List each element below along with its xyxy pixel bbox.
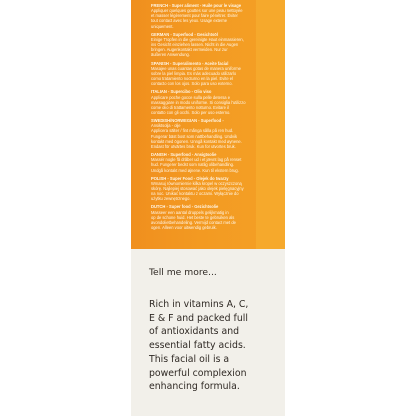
language-text-line: kontakt med ögonen. Unngå kontakt med øynene. — [151, 138, 242, 144]
language-text-line: skórę. Najlepiej stosować jako olejek pielęgnacyjny — [151, 186, 244, 191]
language-text-line: como tratamiento nocturno en la piel. Evite el — [151, 76, 233, 82]
language-text-line: użytku zewnętrznego. — [151, 196, 191, 202]
language-block — [151, 89, 273, 115]
language-text-line: come olio di trattamento notturno. Evitare il — [151, 104, 229, 110]
language-text-line: op de schone huid. Het beste te gebruiken als — [151, 214, 235, 220]
language-block — [151, 152, 273, 173]
language-text-line: sobre la piel limpia. Es más adecuado utilizarlo — [151, 70, 237, 76]
description-line: powerful complexion — [149, 367, 247, 379]
language-text-line: hud. Fungerer bedst som natlig olibehandling. — [151, 162, 235, 168]
language-block — [151, 118, 273, 149]
language-title: GERMAN - Superfood - Gesichtsöl — [151, 31, 218, 37]
language-text-line: Endast för utvärtes bruk. Kun for utvortes bruk. — [151, 143, 236, 149]
description-line: essential fatty acids. — [149, 340, 246, 352]
language-title: DANISH - Superfood - Ansigtsolie — [151, 152, 217, 158]
language-text-line: Undgå kontakt med øjnene. Kun til ekstern brug. — [151, 167, 239, 173]
language-title: FRENCH - Super aliment - Huile pour le visage — [151, 3, 242, 8]
language-block — [151, 61, 273, 87]
language-title: SPANISH - Superalimento - Aceite facial — [151, 60, 229, 66]
language-instructions-list — [151, 3, 273, 233]
language-title: POLISH - Super Food - Olejek do twarzy — [151, 175, 229, 181]
language-text-line: ogen. Alleen voor uitwendig gebruik. — [151, 225, 217, 231]
orange-translation-panel — [131, 0, 285, 249]
description-line: of antioxidants and — [149, 326, 240, 338]
language-text-line: na noc. Unikać kontaktu z oczami. Wyłącznie do — [151, 191, 239, 197]
language-text-line: Einige Tropfen in die gereinigte Haut einmassieren, — [151, 36, 244, 42]
language-text-line: äußeren Anwendung. — [151, 52, 190, 58]
language-text-line: et masser légèrement pour faire pénétrer. Éviter — [151, 13, 238, 19]
language-title: ITALIAN - Supercibo - Olio viso — [151, 89, 212, 95]
language-text-line: massaggiare in modo uniforme. Si consiglia l'utilizzo — [151, 99, 246, 105]
language-text-line: Applicera sälter / fint många sålla på ren hud. — [151, 128, 234, 134]
language-text-line: Applicare poche gocce sulla pelle detersa e — [151, 94, 230, 100]
language-text-line: avondolietbehandeling. Vermijd contact met de — [151, 219, 236, 225]
language-text-line: Masajee unas cuantas gotas de manera uniforme — [151, 65, 241, 71]
language-title: SWEDISH/NORWEGIAN - Superfood - — [151, 118, 224, 124]
description-line: E & F and packed full — [149, 312, 248, 324]
language-text-line: uniquement. — [151, 23, 174, 29]
language-text-line: contatto con gli occhi. Solo per uso esterno. — [151, 109, 231, 115]
language-text-line: contacto con los ojos. Solo para uso externo. — [151, 81, 233, 87]
language-text-line: tout contact avec les yeux. Usage externe — [151, 18, 228, 24]
language-text-line: Wmasuj równomiernie kilka kropel w oczyszczoną — [151, 180, 242, 186]
language-block — [151, 32, 273, 58]
description-panel — [131, 249, 285, 416]
tell-me-more-heading: Tell me more... — [149, 267, 217, 278]
language-text-line: Masseer een aantal druppels gelijkmatig in — [151, 209, 229, 215]
language-text-line: Appliquer quelques gouttes sur une peau nettoyée — [151, 8, 243, 14]
language-text-line: bringen. Augenkontakt vermeiden. Nur zur — [151, 47, 228, 53]
language-text-line: Ansiktsolja - olje — [151, 123, 181, 129]
language-block — [151, 204, 273, 230]
language-title: DUTCH - Super food - Gezichtsolie — [151, 204, 219, 210]
description-line: This facial oil is a — [149, 353, 230, 365]
description-line: Rich in vitamins A, C, — [149, 299, 249, 310]
language-text-line: Massér nogle få dråber ud i et jævnt lag på renset — [151, 157, 242, 163]
language-block — [151, 3, 273, 29]
facial-oil-box — [131, 0, 285, 416]
language-block — [151, 176, 273, 202]
language-text-line: ins Gesicht einziehen lassen. Nicht in die Augen — [151, 42, 239, 48]
description-line: enhancing formula. — [149, 381, 240, 393]
product-description — [149, 298, 277, 394]
language-text-line: Fungerar bäst bost som nattbehandling. Undvik — [151, 133, 238, 139]
